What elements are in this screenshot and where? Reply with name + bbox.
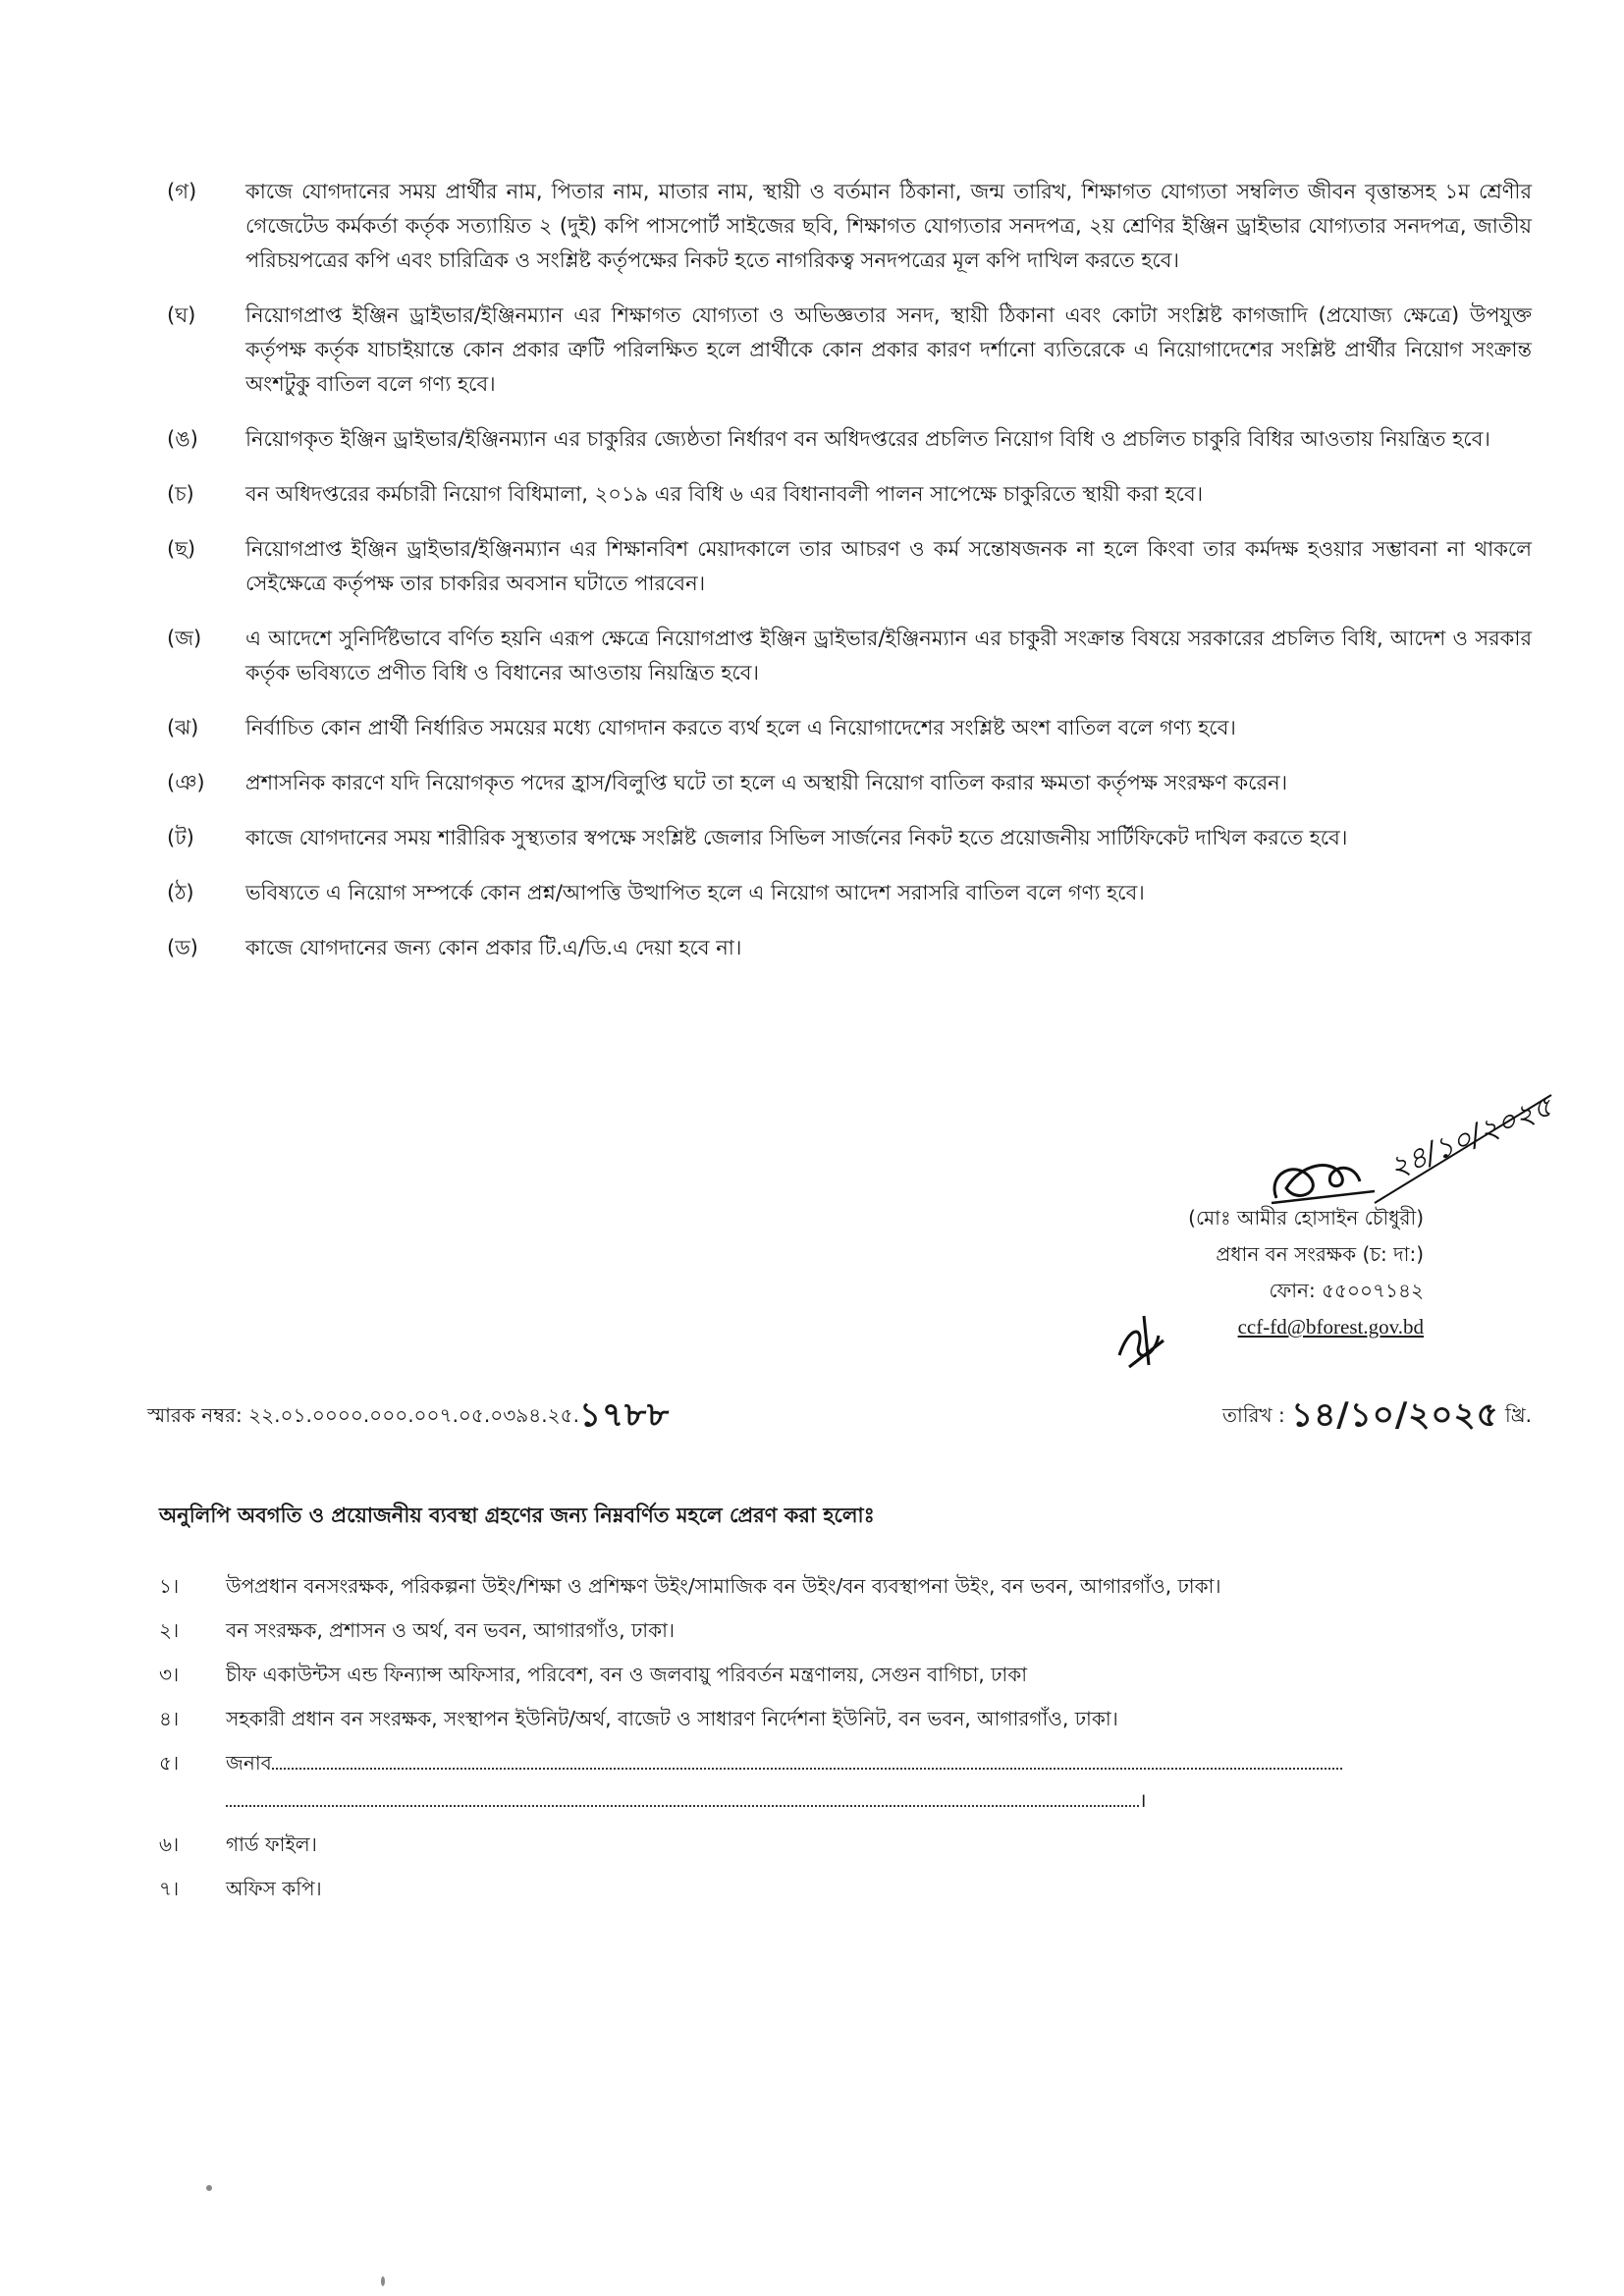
cc-number: ১। xyxy=(159,1574,180,1598)
clause-marker: (ছ) xyxy=(167,537,196,561)
signatory-email[interactable]: ccf-fd@bforest.gov.bd xyxy=(1237,1315,1424,1339)
clause-marker: (জ) xyxy=(167,627,202,650)
clause-text: এ আদেশে সুনির্দিষ্টভাবে বর্ণিত হয়নি এরূপ ক্ষেত্রে নিয়োগপ্রাপ্ত ইঞ্জিন ড্রাইভার/ইঞ্জিনম্যান এর চাকুরী সংক্রান্ত বিষয়ে সরকারের প্রচলিত বিধি, আদেশ ও সরকার কর্তৃক ভবিষ্যতে প্রণীত বিধি ও বিধানের আওতায় নিয়ন্ত্রিত হবে। xyxy=(245,627,1532,684)
clause xyxy=(167,532,1532,601)
cc-text: সহকারী প্রধান বন সংরক্ষক, সংস্থাপন ইউনিট/অর্থ, বাজেট ও সাধারণ নির্দেশনা ইউনিট, বন ভবন, আগারগাঁও, ঢাকা। xyxy=(226,1707,1118,1730)
cc-text: গার্ড ফাইল। xyxy=(226,1832,317,1856)
memo-number xyxy=(147,1390,670,1446)
cc-item xyxy=(159,1704,1396,1733)
cc-blank-end: । xyxy=(1139,1788,1147,1812)
cc-number: ৬। xyxy=(159,1832,180,1856)
clause-marker: (ঞ) xyxy=(167,771,205,794)
cc-item xyxy=(159,1830,1396,1859)
cc-item xyxy=(159,1660,1396,1689)
signature-scribble xyxy=(1257,1066,1591,1223)
clause xyxy=(167,766,1532,800)
cc-text: উপপ্রধান বনসংরক্ষক, পরিকল্পনা উইং/শিক্ষা ও প্রশিক্ষণ উইং/সামাজিক বন উইং/বন ব্যবস্থাপনা উইং, বন ভবন, আগারগাঁও, ঢাকা। xyxy=(226,1574,1221,1598)
memo-row xyxy=(147,1380,1532,1435)
clause-text: কাজে যোগদানের সময় শারীরিক সুস্থ্যতার স্বপক্ষে সংশ্লিষ্ট জেলার সিভিল সার্জনের নিকট হতে প্রয়োজনীয় সার্টিফিকেট দাখিল করতে হবে। xyxy=(245,826,1348,849)
clause-text: প্রশাসনিক কারণে যদি নিয়োগকৃত পদের হ্রাস/বিলুপ্তি ঘটে তা হলে এ অস্থায়ী নিয়োগ বাতিল করার ক্ষমতা কর্তৃপক্ষ সংরক্ষণ করেন। xyxy=(245,771,1288,794)
cc-item-blank xyxy=(159,1748,1396,1815)
clause-list xyxy=(167,175,1532,986)
cc-list xyxy=(159,1571,1396,1918)
clause xyxy=(167,876,1532,910)
clause xyxy=(167,299,1532,402)
cc-blank-field xyxy=(226,1748,1396,1815)
clause xyxy=(167,477,1532,512)
clause-marker: (চ) xyxy=(167,482,194,506)
memo-date-suffix: খ্রি. xyxy=(1505,1403,1532,1427)
clause-marker: (ঘ) xyxy=(167,303,196,327)
clause-marker: (গ) xyxy=(167,180,197,203)
clause xyxy=(167,175,1532,278)
memo-handwritten-suffix: ১৭৮৮ xyxy=(578,1395,671,1435)
fill-in-dotted-line xyxy=(226,1787,1139,1807)
fill-in-dotted-line xyxy=(272,1750,1342,1770)
cc-number: ২। xyxy=(159,1618,180,1642)
clause xyxy=(167,622,1532,690)
clause-marker: (ঙ) xyxy=(167,427,198,451)
cc-number: ৩। xyxy=(159,1663,180,1686)
memo-handwritten-date: ১৪/১০/২০২৫ xyxy=(1291,1395,1499,1435)
clause-marker: (ড) xyxy=(167,936,198,959)
clause-marker: (ঝ) xyxy=(167,716,199,739)
signatory-designation: প্রধান বন সংরক্ষক (চ: দা:) xyxy=(1216,1242,1424,1266)
memo-date-label: তারিখ : xyxy=(1222,1403,1285,1427)
clause xyxy=(167,931,1532,965)
clause-text: নির্বাচিত কোন প্রার্থী নির্ধারিত সময়ের মধ্যে যোগদান করতে ব্যর্থ হলে এ নিয়োগাদেশের সংশ্লিষ্ট অংশ বাতিল বলে গণ্য হবে। xyxy=(245,716,1236,739)
signatory-name: (মোঃ আমীর হোসাইন চৌধুরী) xyxy=(1188,1206,1424,1230)
cc-heading: অনুলিপি অবগতি ও প্রয়োজনীয় ব্যবস্থা গ্রহণের জন্য নিম্নবর্ণিত মহলে প্রেরণ করা হলোঃ xyxy=(159,1503,875,1527)
cc-number: ৭। xyxy=(159,1877,180,1900)
clause-text: ভবিষ্যতে এ নিয়োগ সম্পর্কে কোন প্রশ্ন/আপত্তি উত্থাপিত হলে এ নিয়োগ আদেশ সরাসরি বাতিল বলে গণ্য হবে। xyxy=(245,881,1145,904)
clause-text: কাজে যোগদানের জন্য কোন প্রকার টি.এ/ডি.এ দেয়া হবে না। xyxy=(245,936,742,959)
signatory-phone: ফোন: ৫৫০০৭১৪২ xyxy=(1269,1279,1424,1302)
clause-text: নিয়োগকৃত ইঞ্জিন ড্রাইভার/ইঞ্জিনম্যান এর চাকুরির জ্যেষ্ঠতা নির্ধারণ বন অধিদপ্তরের প্রচলিত নিয়োগ বিধি ও প্রচলিত চাকুরি বিধির আওতায় নিয়ন্ত্রিত হবে। xyxy=(245,427,1490,451)
memo-label: স্মারক নম্বর: xyxy=(147,1403,243,1427)
scan-speck xyxy=(206,2185,212,2191)
cc-text: বন সংরক্ষক, প্রশাসন ও অর্থ, বন ভবন, আগারগাঁও, ঢাকা। xyxy=(226,1618,676,1642)
clause-marker: (ট) xyxy=(167,826,194,849)
cc-item xyxy=(159,1615,1396,1645)
cc-item xyxy=(159,1874,1396,1903)
initial-mark xyxy=(1110,1306,1178,1375)
cc-text: অফিস কপি। xyxy=(226,1877,322,1900)
cc-item xyxy=(159,1571,1396,1601)
memo-date xyxy=(1222,1390,1532,1446)
clause-text: কাজে যোগদানের সময় প্রার্থীর নাম, পিতার নাম, মাতার নাম, স্থায়ী ও বর্তমান ঠিকানা, জন্ম তারিখ, শিক্ষাগত যোগ্যতা সম্বলিত জীবন বৃত্তান্তসহ ১ম শ্রেণীর গেজেটেড কর্মকর্তা কর্তৃক সত্যায়িত ২ (দুই) কপি পাসপোর্ট সাইজের ছবি, শিক্ষাগত যোগ্যতার সনদপত্র, ২য় শ্রেণির ইঞ্জিন ড্রাইভার যোগ্যতার সনদপত্র, জাতীয় পরিচয়পত্রের কপি এবং চারিত্রিক ও সংশ্লিষ্ট কর্তৃপক্ষের নিকট হতে নাগরিকত্ব সনদপত্রের মূল কপি দাখিল করতে হবে। xyxy=(245,180,1532,272)
cc-number: ৫। xyxy=(159,1751,180,1775)
clause-text: নিয়োগপ্রাপ্ত ইঞ্জিন ড্রাইভার/ইঞ্জিনম্যান এর শিক্ষাগত যোগ্যতা ও অভিজ্ঞতার সনদ, স্থায়ী ঠিকানা এবং কোটা সংশ্লিষ্ট কাগজাদি (প্রযোজ্য ক্ষেত্রে) উপযুক্ত কর্তৃপক্ষ কর্তৃক যাচাইয়ান্তে কোন প্রকার ত্রুটি পরিলক্ষিত হলে প্রার্থীকে কোন প্রকার কারণ দর্শানো ব্যতিরেকে এ নিয়োগাদেশের সংশ্লিষ্ট প্রার্থীর নিয়োগ সংক্রান্ত অংশটুকু বাতিল বলে গণ্য হবে। xyxy=(245,303,1532,396)
clause-marker: (ঠ) xyxy=(167,881,194,904)
clause xyxy=(167,821,1532,855)
clause-text: বন অধিদপ্তরের কর্মচারী নিয়োগ বিধিমালা, ২০১৯ এর বিধি ৬ এর বিধানাবলী পালন সাপেক্ষে চাকুরিতে স্থায়ী করা হবে। xyxy=(245,482,1204,506)
clause xyxy=(167,711,1532,745)
scan-speck xyxy=(381,2276,385,2286)
signature-handwritten-date: ২৪/১০/২০২৫ xyxy=(1383,1088,1558,1186)
cc-text: চীফ একাউন্টস এন্ড ফিন্যান্স অফিসার, পরিবেশ, বন ও জলবায়ু পরিবর্তন মন্ত্রণালয়, সেগুন বাগিচা, ঢাকা xyxy=(226,1663,1028,1686)
cc-number: ৪। xyxy=(159,1707,180,1730)
cc-text: জনাব xyxy=(226,1751,272,1775)
memo-number-value: ২২.০১.০০০০.০০০.০০৭.০৫.০৩৯৪.২৫. xyxy=(248,1403,579,1427)
clause xyxy=(167,422,1532,457)
clause-text: নিয়োগপ্রাপ্ত ইঞ্জিন ড্রাইভার/ইঞ্জিনম্যান এর শিক্ষানবিশ মেয়াদকালে তার আচরণ ও কর্ম সন্তোষজনক না হলে কিংবা তার কর্মদক্ষ হওয়ার সম্ভাবনা না থাকলে সেইক্ষেত্রে কর্তৃপক্ষ তার চাকরির অবসান ঘটাতে পারবেন। xyxy=(245,537,1532,595)
